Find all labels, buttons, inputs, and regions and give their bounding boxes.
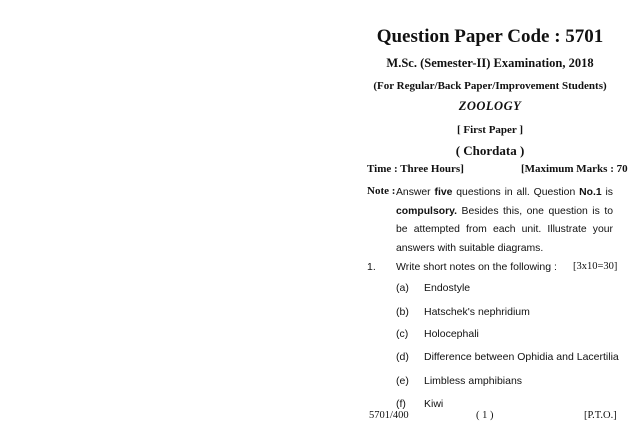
- page-number: ( 1 ): [476, 410, 494, 421]
- time-allowed: Time : Three Hours]: [367, 163, 464, 175]
- exam-title: M.Sc. (Semester-II) Examination, 2018: [386, 56, 594, 70]
- subject-title: ZOOLOGY: [458, 99, 522, 113]
- item-text: Hatschek's nephridium: [424, 306, 530, 318]
- note-part: Answer: [396, 187, 435, 198]
- item-text: Kiwi: [424, 398, 444, 410]
- note-label: Note :: [367, 185, 396, 197]
- note-bold: compulsory.: [396, 205, 458, 217]
- students-line: (For Regular/Back Paper/Improvement Students): [373, 80, 607, 92]
- note-part: is: [601, 187, 613, 198]
- pto-label: [P.T.O.]: [584, 410, 617, 421]
- item-label: (a): [396, 282, 409, 294]
- question-marks: [3x10=30]: [573, 261, 618, 272]
- item-label: (f): [396, 398, 406, 410]
- footer-code: 5701/400: [369, 410, 409, 421]
- item-label: (e): [396, 375, 409, 387]
- item-text: Limbless amphibians: [424, 375, 523, 387]
- item-text: Holocephali: [424, 328, 479, 340]
- paper-number: [ First Paper ]: [456, 124, 524, 136]
- note-part: questions in all. Question: [452, 187, 580, 198]
- item-label: (d): [396, 351, 409, 363]
- question-paper-code: Question Paper Code : 5701: [376, 26, 604, 47]
- maximum-marks: [Maximum Marks : 70: [521, 163, 628, 175]
- note-text: [396, 184, 613, 258]
- note-bold: five: [434, 187, 453, 198]
- item-label: (c): [396, 328, 409, 340]
- item-label: (b): [396, 306, 409, 318]
- topic-title: ( Chordata ): [455, 143, 525, 158]
- note-part: Besides this, one question is to be attempted from each unit. Illustrate your answers with suitable diagrams.: [396, 205, 613, 254]
- question-text: Write short notes on the following :: [396, 261, 557, 273]
- note-bold: No.1: [579, 187, 602, 198]
- question-number: 1.: [367, 261, 376, 273]
- item-text: Difference between Ophidia and Lacertilia: [424, 351, 619, 363]
- item-text: Endostyle: [424, 282, 471, 294]
